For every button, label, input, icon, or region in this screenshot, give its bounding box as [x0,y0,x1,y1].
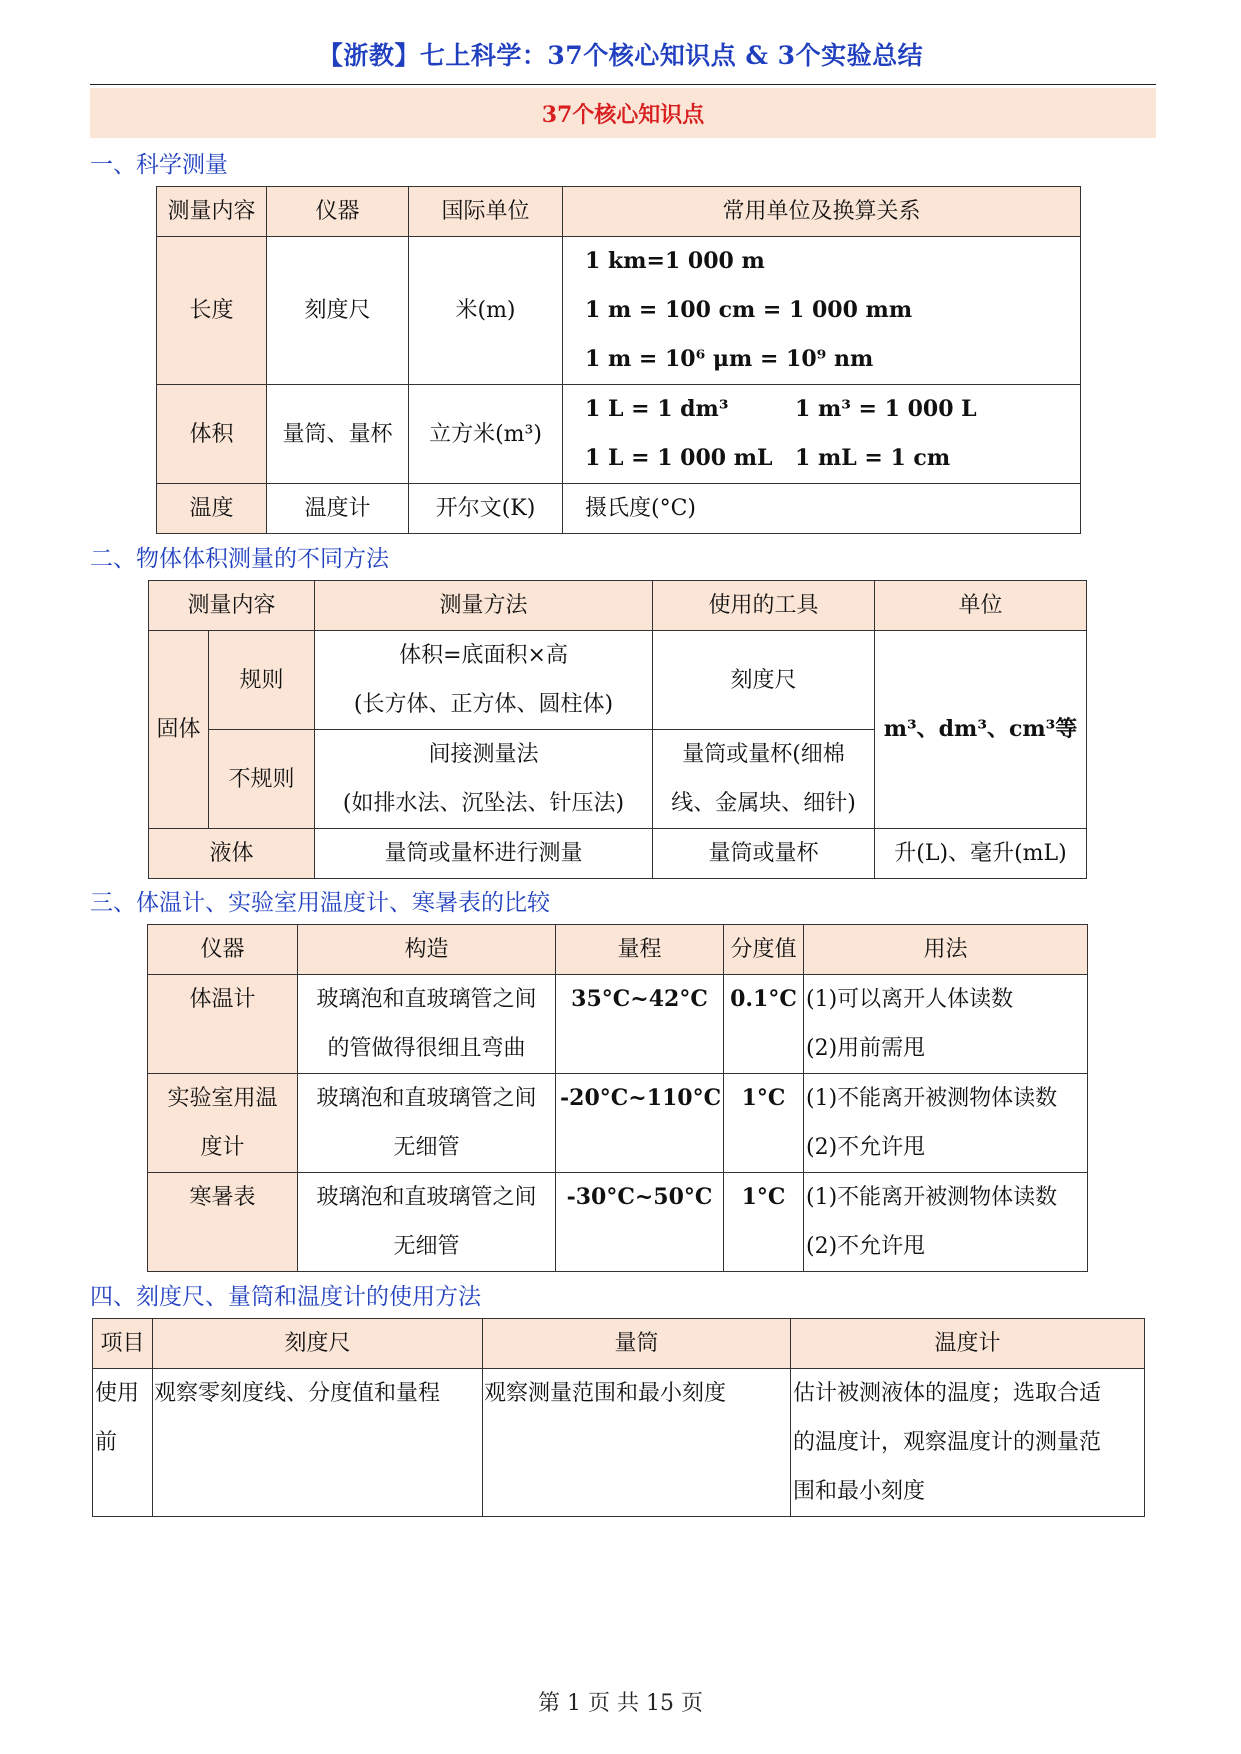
method-line: (长方体、正方体、圆柱体) [353,692,614,717]
table-row [157,484,1081,534]
range-cell: -20°C~110°C [556,1074,724,1173]
range-cell: 35°C~42°C [556,975,724,1074]
column-header: 温度计 [791,1319,1145,1369]
column-header: 刻度尺 [153,1319,483,1369]
structure-cell: 玻璃泡和直玻璃管之间 的管做得很细且弯曲 [298,975,556,1074]
division-cell: 0.1°C [724,975,804,1074]
column-header: 使用的工具 [653,581,875,631]
division-cell: 1°C [724,1074,804,1173]
column-header: 国际单位 [409,187,563,237]
conversion-cell [563,237,1081,385]
structure-cell: 玻璃泡和直玻璃管之间 无细管 [298,1173,556,1272]
table-row [149,829,1087,879]
table-header-row [157,187,1081,237]
conversion-line: 1 m = 10⁶ μm = 10⁹ nm [585,346,874,372]
section4-heading: 四、刻度尺、量筒和温度计的使用方法 [90,1284,481,1310]
thermometer-compare-table [147,924,1088,1272]
unit-cell: 升(L)、毫升(mL) [875,829,1087,879]
structure-cell: 玻璃泡和直玻璃管之间 无细管 [298,1074,556,1173]
irregular-label: 不规则 [209,730,315,829]
usage-cell: (1)可以离开人体读数 (2)用前需甩 [804,975,1088,1074]
row-label: 温度 [157,484,267,534]
section1-heading: 一、科学测量 [90,152,228,178]
conversion-line: 1 m³ = 1 000 L [795,396,977,422]
instrument-name: 寒暑表 [148,1173,298,1272]
tool-line: 线、金属块、细针) [671,791,856,816]
tool-cell [653,730,875,829]
liquid-label: 液体 [149,829,315,879]
unit-cell: 米(m) [409,237,563,385]
table-row [157,237,1081,385]
table-header-row [93,1319,1145,1369]
instrument-name: 实验室用温 度计 [148,1074,298,1173]
section3-heading: 三、体温计、实验室用温度计、寒暑表的比较 [90,890,550,916]
method-line: (如排水法、沉坠法、针压法) [342,791,625,816]
volume-method-table [148,580,1087,879]
regular-label: 规则 [209,631,315,730]
table-header-row [149,581,1087,631]
conversion-line: 1 mL = 1 cm [795,445,951,471]
usage-cell: (1)不能离开被测物体读数 (2)不允许甩 [804,1074,1088,1173]
table-row [157,385,1081,484]
table-row [148,975,1088,1074]
unit-cell: 开尔文(K) [409,484,563,534]
thermometer-cell: 估计被测液体的温度；选取合适 的温度计，观察温度计的测量范 围和最小刻度 [791,1369,1145,1517]
instrument-cell: 温度计 [267,484,409,534]
division-cell: 1°C [724,1173,804,1272]
document-title: 【浙教】七上科学：37个核心知识点 & 3个实验总结 [317,41,924,70]
column-header: 分度值 [724,925,804,975]
solid-unit-cell: m³、dm³、cm³等 [875,631,1087,829]
column-header: 量筒 [483,1319,791,1369]
column-header: 构造 [298,925,556,975]
column-header: 仪器 [267,187,409,237]
ruler-cell: 观察零刻度线、分度值和量程 [153,1369,483,1517]
method-cell [315,631,653,730]
conversion-cell [563,385,1081,484]
method-cell: 量筒或量杯进行测量 [315,829,653,879]
tool-cell: 刻度尺 [653,631,875,730]
row-label: 长度 [157,237,267,385]
instrument-name: 体温计 [148,975,298,1074]
cylinder-cell: 观察测量范围和最小刻度 [483,1369,791,1517]
conversion-line: 1 km=1 000 m [585,248,765,274]
header-divider [90,84,1156,85]
method-line: 间接测量法 [428,742,539,767]
column-header: 项目 [93,1319,153,1369]
instrument-cell: 刻度尺 [267,237,409,385]
tool-line: 量筒或量杯(细棉 [682,742,845,767]
solid-label: 固体 [149,631,209,829]
measurement-table [156,186,1081,534]
column-header: 用法 [804,925,1088,975]
page-number: 第 1 页 共 15 页 [538,1691,703,1716]
table-header-row [148,925,1088,975]
usage-cell: (1)不能离开被测物体读数 (2)不允许甩 [804,1173,1088,1272]
column-header: 量程 [556,925,724,975]
column-header: 仪器 [148,925,298,975]
column-header: 测量方法 [315,581,653,631]
usage-method-table [92,1318,1145,1517]
row-label: 体积 [157,385,267,484]
row-label: 使用 前 [93,1369,153,1517]
column-header: 单位 [875,581,1087,631]
section-banner: 37个核心知识点 [90,88,1156,138]
table-row [149,631,1087,730]
column-header: 常用单位及换算关系 [563,187,1081,237]
conversion-line: 1 L = 1 000 mL [585,445,773,471]
conversion-cell: 摄氏度(°C) [563,484,1081,534]
conversion-line: 1 m = 100 cm = 1 000 mm [585,297,913,323]
section2-heading: 二、物体体积测量的不同方法 [90,546,389,572]
column-header: 测量内容 [157,187,267,237]
conversion-line: 1 L = 1 dm³ [585,396,729,422]
tool-cell: 量筒或量杯 [653,829,875,879]
method-line: 体积=底面积×高 [399,643,568,668]
table-row [148,1074,1088,1173]
column-header: 测量内容 [149,581,315,631]
instrument-cell: 量筒、量杯 [267,385,409,484]
range-cell: -30°C~50°C [556,1173,724,1272]
unit-cell: 立方米(m³) [409,385,563,484]
method-cell [315,730,653,829]
table-row [93,1369,1145,1517]
table-row [148,1173,1088,1272]
